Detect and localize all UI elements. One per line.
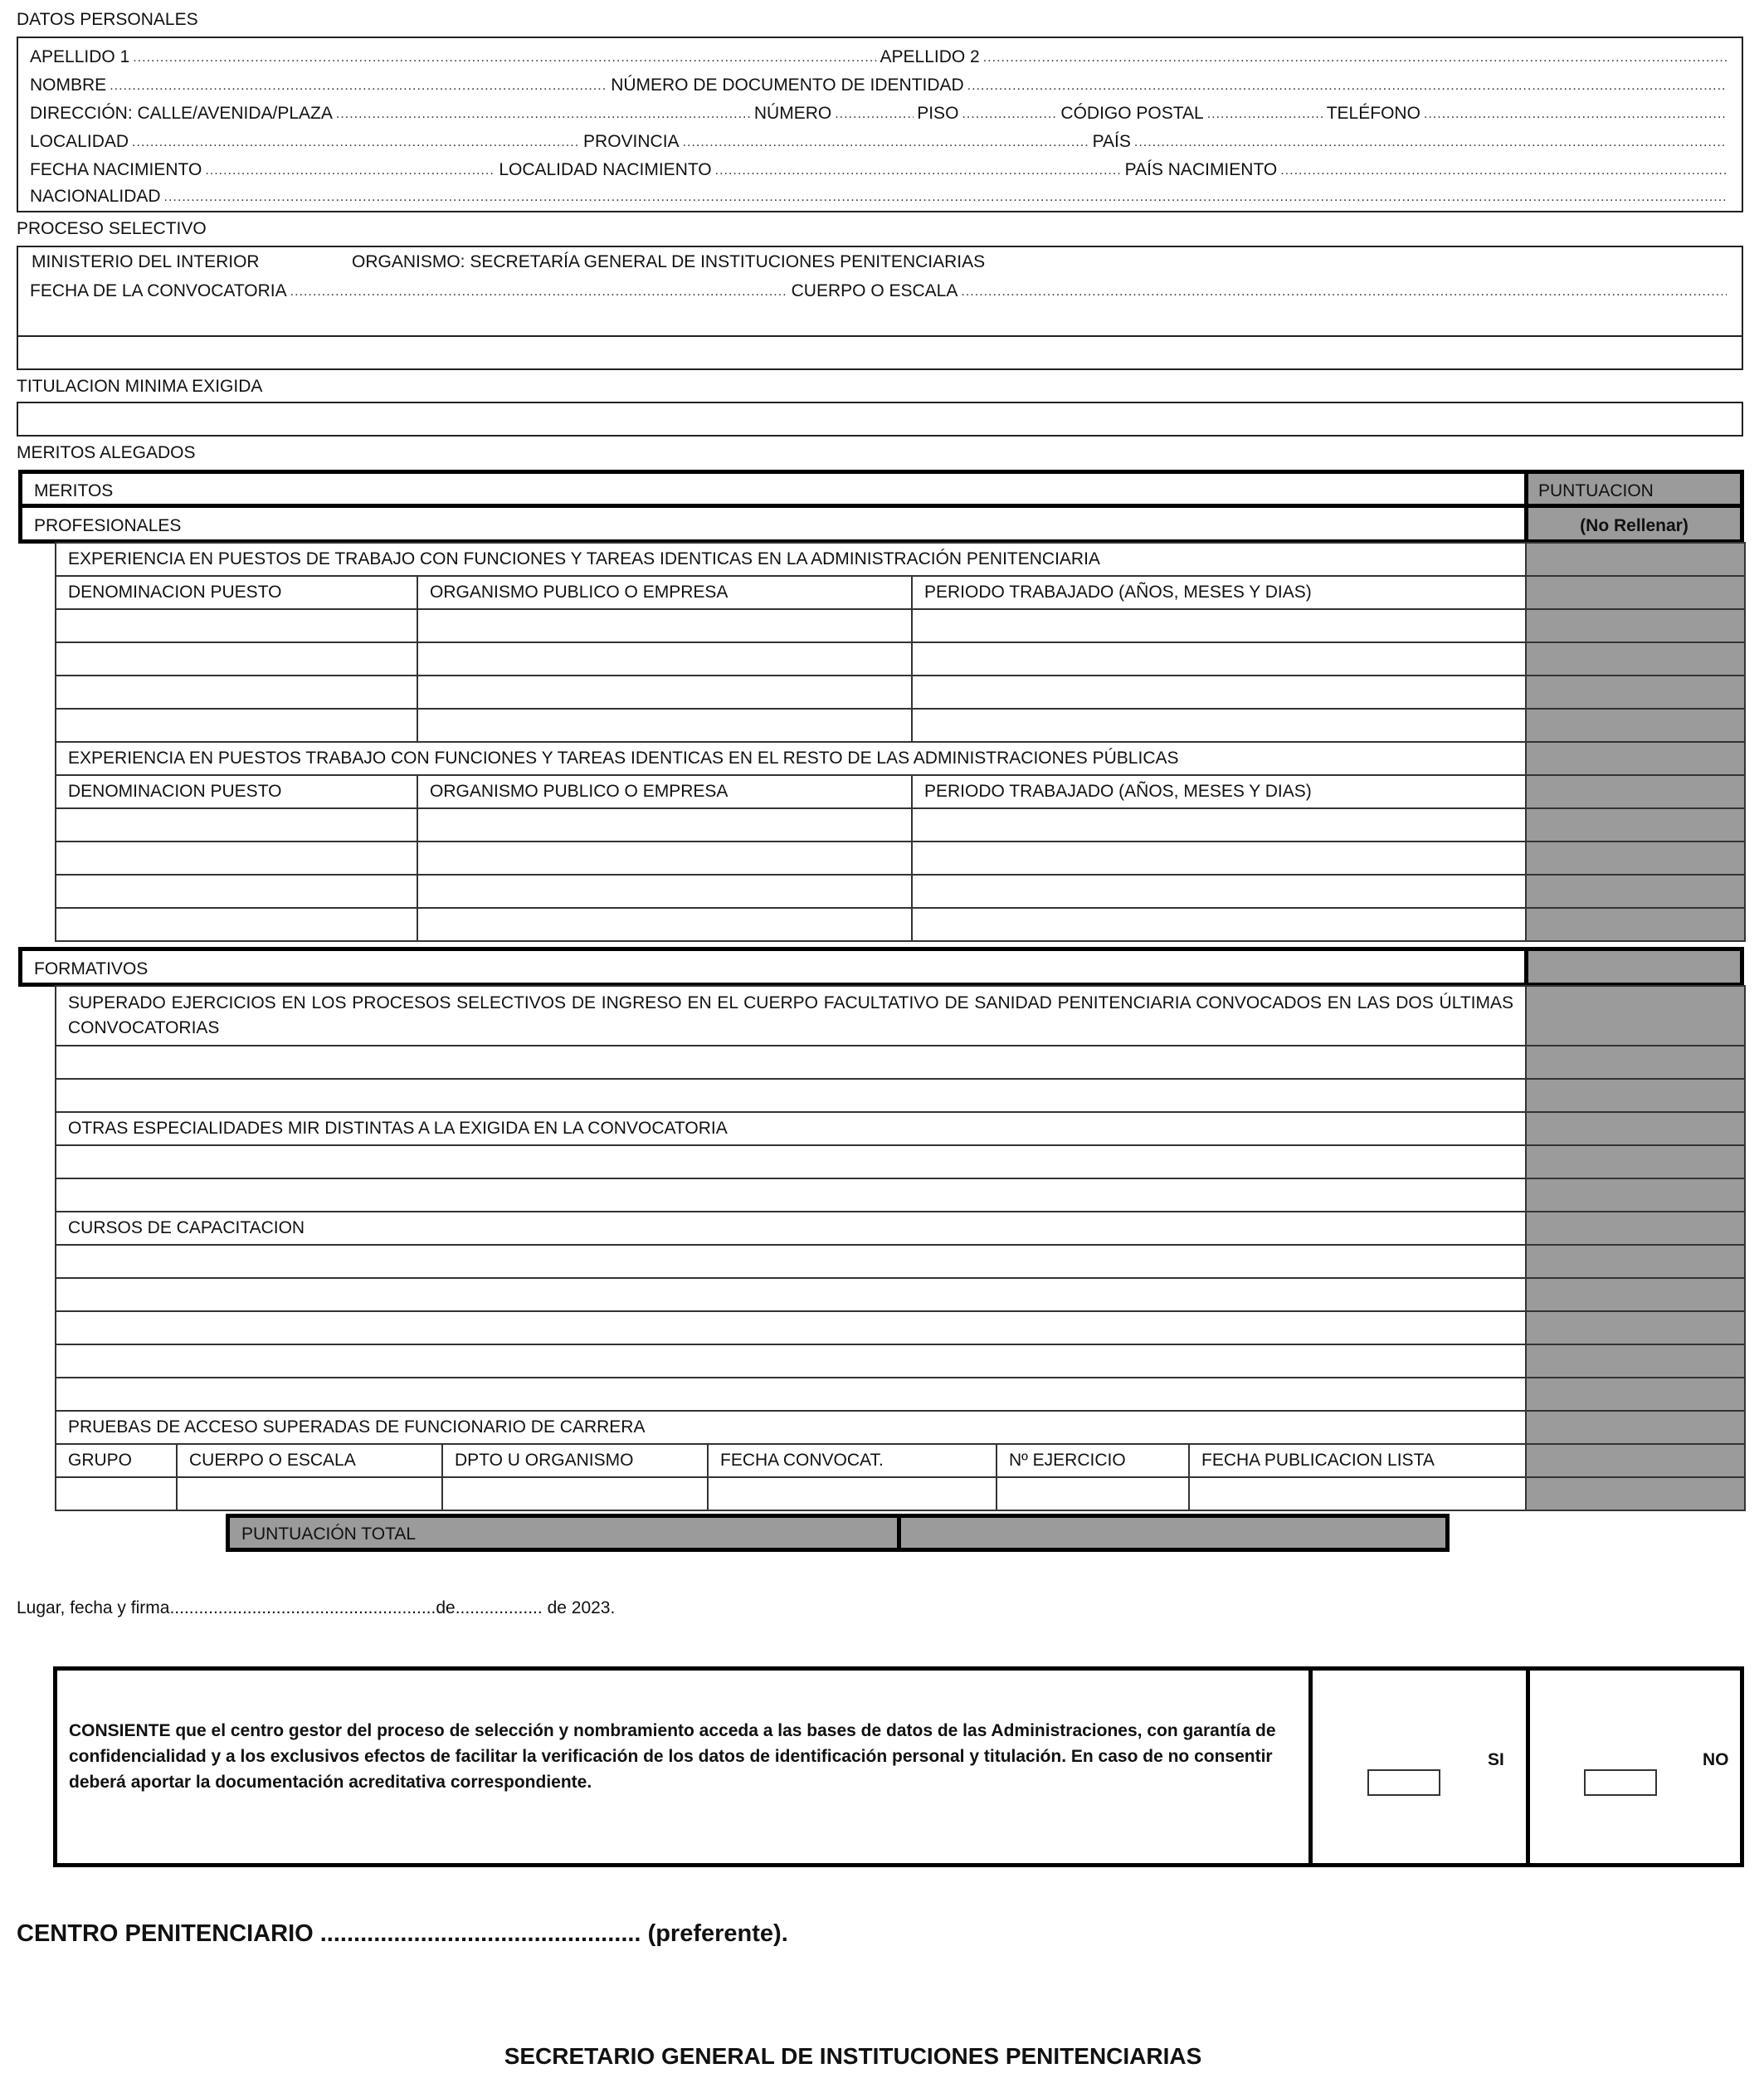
field-nombre[interactable] (110, 76, 607, 100)
consent-no-label: NO (1703, 1750, 1729, 1769)
consent-divider-2 (1526, 1671, 1530, 1863)
field-fecha-convocatoria[interactable] (290, 282, 788, 305)
field-titulacion[interactable] (17, 402, 1743, 437)
field-apellido1[interactable] (133, 48, 876, 71)
input-cell[interactable] (417, 808, 912, 841)
input-cell[interactable] (56, 841, 417, 875)
centro-suffix: (preferente). (647, 1920, 788, 1947)
score-cell (1526, 1444, 1745, 1477)
score-cell (1526, 742, 1745, 775)
firma-dots-lugar[interactable]: ....................................................... (169, 1598, 436, 1617)
field-pais[interactable] (1134, 133, 1727, 156)
col-fecha-conv: FECHA CONVOCAT. (708, 1444, 997, 1477)
col-ejercicio: Nº EJERCICIO (997, 1444, 1189, 1477)
score-cell (1526, 1344, 1745, 1378)
score-cell (1526, 1278, 1745, 1311)
score-cell (1526, 1178, 1745, 1212)
score-cell (1526, 1046, 1745, 1079)
section-title-datos-personales: DATOS PERSONALES (17, 10, 198, 29)
label-nacionalidad: NACIONALIDAD (30, 187, 161, 206)
no-rellenar-label: (No Rellenar) (1580, 516, 1688, 535)
table-row (56, 676, 1745, 709)
consent-si-label: SI (1488, 1750, 1504, 1769)
field-fecha-nacimiento[interactable] (205, 161, 495, 184)
score-cell (1526, 676, 1745, 709)
input-cell[interactable] (912, 808, 1526, 841)
input-cell[interactable] (56, 1046, 1526, 1079)
superado-heading: SUPERADO EJERCICIOS EN LOS PROCESOS SELECTIVOS DE INGRESO EN EL CUERPO FACULTATIVO DE SANIDAD PENITENCIARIA CONVOCADOS EN LAS DOS ÚLTIMAS CONVOCATORIAS (56, 986, 1526, 1046)
table-row (56, 742, 1745, 775)
input-cell[interactable] (177, 1477, 442, 1510)
score-cell (1526, 1212, 1745, 1245)
proceso-divider (18, 335, 1742, 337)
col-periodo: PERIODO TRABAJADO (AÑOS, MESES Y DIAS) (912, 775, 1526, 808)
field-cuerpo-escala[interactable] (961, 282, 1727, 305)
table-row (56, 875, 1745, 908)
profesionales-label: PROFESIONALES (34, 516, 182, 535)
input-cell[interactable] (417, 609, 912, 642)
input-cell[interactable] (56, 1477, 177, 1510)
input-cell[interactable] (442, 1477, 708, 1510)
field-direccion[interactable] (336, 105, 751, 128)
label-pais: PAÍS (1092, 132, 1131, 151)
input-cell[interactable] (56, 875, 417, 908)
field-telefono[interactable] (1424, 105, 1727, 128)
input-cell[interactable] (56, 642, 417, 676)
profesionales-table (55, 542, 1746, 942)
otras-mir-heading: OTRAS ESPECIALIDADES MIR DISTINTAS A LA EXIGIDA EN LA CONVOCATORIA (56, 1112, 1526, 1145)
table-row (56, 1344, 1745, 1378)
score-cell (1526, 986, 1745, 1046)
score-cell (1526, 709, 1745, 742)
score-cell (1526, 1411, 1745, 1444)
no-rellenar-cell (1524, 504, 1744, 544)
table-row (56, 841, 1745, 875)
col-organismo: ORGANISMO PUBLICO O EMPRESA (417, 576, 912, 609)
score-cell (1526, 1145, 1745, 1178)
col-fecha-pub: FECHA PUBLICACION LISTA (1189, 1444, 1526, 1477)
meritos-header-label: MERITOS (34, 481, 114, 500)
input-cell[interactable] (56, 676, 417, 709)
consent-text (69, 1718, 1295, 1795)
field-localidad[interactable] (132, 133, 580, 156)
input-cell[interactable] (56, 1378, 1526, 1411)
input-cell[interactable] (708, 1477, 997, 1510)
score-cell (1526, 1079, 1745, 1112)
consent-lead: CONSIENTE (69, 1721, 171, 1740)
section-title-titulacion: TITULACION MINIMA EXIGIDA (17, 377, 263, 396)
score-cell (1526, 609, 1745, 642)
label-ministerio: MINISTERIO DEL INTERIOR (32, 252, 260, 271)
label-direccion: DIRECCIÓN: CALLE/AVENIDA/PLAZA (30, 104, 333, 123)
label-numero: NÚMERO (753, 104, 832, 123)
input-cell[interactable] (417, 709, 912, 742)
table-row (56, 1079, 1745, 1112)
table-row (56, 543, 1745, 576)
centro-line (17, 1920, 788, 1948)
table-row (56, 775, 1745, 808)
table-row (56, 908, 1745, 941)
consent-box (53, 1666, 1744, 1867)
score-cell (1526, 543, 1745, 576)
secretario-footer: SECRETARIO GENERAL DE INSTITUCIONES PENITENCIARIAS (504, 2043, 1202, 2069)
label-piso: PISO (917, 104, 959, 123)
field-apellido2[interactable] (983, 48, 1727, 71)
score-cell (1526, 1245, 1745, 1278)
profesionales-cell (18, 504, 1528, 544)
section-title-proceso-selectivo: PROCESO SELECTIVO (17, 219, 207, 238)
table-row (56, 1477, 1745, 1510)
table-row (56, 808, 1745, 841)
input-cell[interactable] (997, 1477, 1189, 1510)
centro-label: CENTRO PENITENCIARIO (17, 1920, 314, 1947)
exp-penitenciaria-heading: EXPERIENCIA EN PUESTOS DE TRABAJO CON FUNCIONES Y TAREAS IDENTICAS EN LA ADMINISTRACIÓN PENITENCIARIA (56, 543, 1526, 576)
meritos-header-cell (18, 470, 1528, 508)
puntuacion-header-cell (1524, 470, 1744, 508)
label-pais-nacimiento: PAÍS NACIMIENTO (1124, 160, 1278, 179)
firma-year: de 2023. (547, 1598, 616, 1617)
input-cell[interactable] (417, 642, 912, 676)
label-apellido1: APELLIDO 1 (30, 47, 130, 66)
label-localidad: LOCALIDAD (30, 132, 129, 151)
input-cell[interactable] (912, 709, 1526, 742)
puntuacion-header-label: PUNTUACION (1538, 481, 1654, 500)
exp-resto-heading: EXPERIENCIA EN PUESTOS TRABAJO CON FUNCIONES Y TAREAS IDENTICAS EN EL RESTO DE LAS ADMINISTRACIONES PÚBLICAS (56, 742, 1526, 775)
table-row (56, 1378, 1745, 1411)
table-row (56, 609, 1745, 642)
field-pais-nacimiento[interactable] (1280, 161, 1727, 184)
input-cell[interactable] (56, 709, 417, 742)
table-row (56, 1278, 1745, 1311)
input-cell[interactable] (56, 1178, 1526, 1212)
score-cell (1526, 841, 1745, 875)
firma-dots-mes[interactable]: .................. (455, 1598, 543, 1617)
col-organismo: ORGANISMO PUBLICO O EMPRESA (417, 775, 912, 808)
consent-no-checkbox[interactable] (1584, 1769, 1657, 1796)
col-cuerpo: CUERPO O ESCALA (177, 1444, 442, 1477)
table-row (56, 986, 1745, 1046)
firma-de: de (436, 1598, 456, 1617)
firma-line (17, 1598, 615, 1618)
input-cell[interactable] (417, 875, 912, 908)
score-cell (1526, 1311, 1745, 1344)
label-codigo-postal: CÓDIGO POSTAL (1060, 104, 1204, 123)
field-nacionalidad[interactable] (164, 188, 1727, 211)
score-cell (1526, 642, 1745, 676)
input-cell[interactable] (56, 1079, 1526, 1112)
input-cell[interactable] (912, 841, 1526, 875)
input-cell[interactable] (417, 908, 912, 941)
section-title-meritos: MERITOS ALEGADOS (17, 443, 196, 462)
score-cell (1526, 1378, 1745, 1411)
input-cell[interactable] (56, 1145, 1526, 1178)
score-cell (1526, 875, 1745, 908)
input-cell[interactable] (912, 609, 1526, 642)
col-periodo: PERIODO TRABAJADO (AÑOS, MESES Y DIAS) (912, 576, 1526, 609)
col-dpto: DPTO U ORGANISMO (442, 1444, 708, 1477)
input-cell[interactable] (56, 1311, 1526, 1344)
input-cell[interactable] (56, 1278, 1526, 1311)
formativos-label: FORMATIVOS (34, 959, 149, 978)
table-row (56, 709, 1745, 742)
label-provincia: PROVINCIA (583, 132, 680, 151)
table-row (56, 1411, 1745, 1444)
field-codigo-postal[interactable] (1207, 105, 1323, 128)
table-row (56, 576, 1745, 609)
table-row (56, 1178, 1745, 1212)
field-documento[interactable] (967, 76, 1727, 100)
consent-divider-1 (1308, 1671, 1313, 1863)
input-cell[interactable] (912, 908, 1526, 941)
col-grupo: GRUPO (56, 1444, 177, 1477)
table-row (56, 642, 1745, 676)
table-row (56, 1311, 1745, 1344)
cursos-heading: CURSOS DE CAPACITACION (56, 1212, 1526, 1245)
input-cell[interactable] (56, 908, 417, 941)
input-cell[interactable] (56, 609, 417, 642)
score-cell (1526, 1477, 1745, 1510)
table-row (56, 1212, 1745, 1245)
field-piso[interactable] (962, 105, 1057, 128)
score-cell (1526, 576, 1745, 609)
pruebas-table (55, 1443, 1746, 1511)
input-cell[interactable] (56, 1344, 1526, 1378)
table-row (56, 1046, 1745, 1079)
score-cell (1526, 908, 1745, 941)
label-nombre: NOMBRE (30, 76, 107, 95)
input-cell[interactable] (1189, 1477, 1526, 1510)
consent-body: que el centro gestor del proceso de selección y nombramiento acceda a las bases de datos de las Administraciones, con garantía de confidencialidad y a los exclusivos efectos de facilitar la verificación de los datos de identificación personal y titulación. En caso de no consentir deberá aportar la documentación acreditativa correspondiente. (69, 1721, 1276, 1792)
table-row (56, 1112, 1745, 1145)
label-documento: NÚMERO DE DOCUMENTO DE IDENTIDAD (611, 76, 964, 95)
centro-dots[interactable]: ................................................ (319, 1920, 641, 1947)
input-cell[interactable] (912, 875, 1526, 908)
score-cell (1526, 1112, 1745, 1145)
table-row (56, 1145, 1745, 1178)
firma-prefix: Lugar, fecha y firma (17, 1598, 170, 1617)
table-row (56, 1444, 1745, 1477)
label-apellido2: APELLIDO 2 (880, 47, 980, 66)
table-row (56, 1245, 1745, 1278)
consent-si-checkbox[interactable] (1367, 1769, 1440, 1796)
col-denominacion: DENOMINACION PUESTO (56, 775, 417, 808)
proceso-selectivo-box (17, 246, 1743, 370)
puntuacion-total-label-cell (226, 1514, 901, 1552)
field-provincia[interactable] (683, 133, 1089, 156)
field-localidad-nacimiento[interactable] (715, 161, 1122, 184)
col-denominacion: DENOMINACION PUESTO (56, 576, 417, 609)
input-cell[interactable] (56, 1245, 1526, 1278)
puntuacion-total-value (897, 1514, 1450, 1552)
field-numero[interactable] (835, 105, 914, 128)
input-cell[interactable] (56, 808, 417, 841)
puntuacion-total-label: PUNTUACIÓN TOTAL (241, 1524, 417, 1544)
label-organismo: ORGANISMO: SECRETARÍA GENERAL DE INSTITUCIONES PENITENCIARIAS (352, 252, 986, 271)
input-cell[interactable] (417, 676, 912, 709)
datos-personales-box (17, 37, 1743, 212)
formativos-score-cell (1524, 947, 1744, 987)
label-fecha-convocatoria: FECHA DE LA CONVOCATORIA (30, 281, 287, 300)
label-fecha-nacimiento: FECHA NACIMIENTO (30, 160, 202, 179)
label-localidad-nacimiento: LOCALIDAD NACIMIENTO (499, 160, 712, 179)
input-cell[interactable] (912, 642, 1526, 676)
score-cell (1526, 808, 1745, 841)
score-cell (1526, 775, 1745, 808)
formativos-table (55, 985, 1746, 1445)
formativos-cell (18, 947, 1528, 987)
input-cell[interactable] (912, 676, 1526, 709)
pruebas-heading: PRUEBAS DE ACCESO SUPERADAS DE FUNCIONARIO DE CARRERA (56, 1411, 1526, 1444)
label-cuerpo-escala: CUERPO O ESCALA (791, 281, 958, 300)
input-cell[interactable] (417, 841, 912, 875)
label-telefono: TELÉFONO (1326, 104, 1420, 123)
